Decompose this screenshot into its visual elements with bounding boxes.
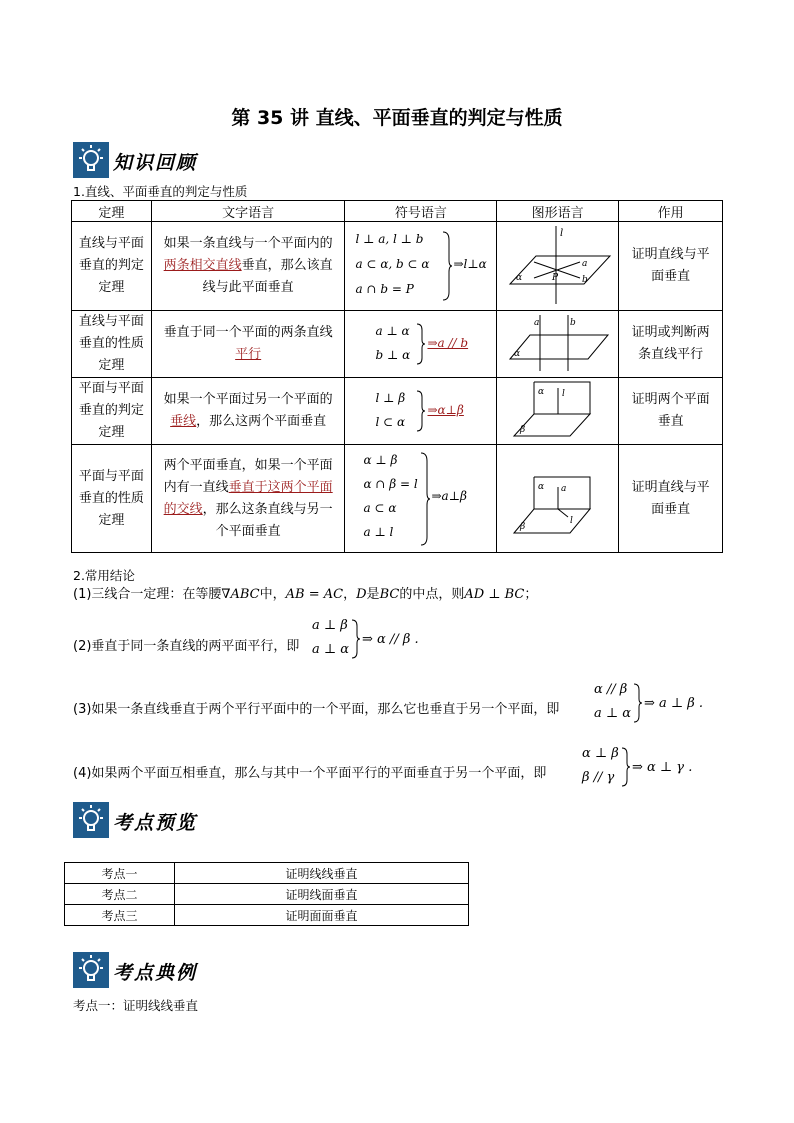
table-row: 考点一 证明线线垂直: [65, 863, 469, 884]
section-label: 考点典例: [113, 962, 198, 984]
section-preview: [73, 802, 273, 840]
conclusion-4-text: (4)如果两个平面互相垂直，那么与其中一个平面平行的平面垂直于另一个平面，即: [73, 766, 547, 781]
svg-text:a: a: [560, 483, 567, 494]
svg-text:α: α: [513, 349, 520, 359]
table-header: 作用: [619, 201, 723, 222]
conclusion-2-text: (2)垂直于同一条直线的两平面平行，即: [73, 639, 300, 654]
theorem-text: 如果一个平面过另一个平面的垂线，那么这两个平面垂直: [163, 392, 333, 429]
theorem-text: 垂直于同一个平面的两条直线平行: [163, 325, 333, 362]
table-row: [72, 378, 723, 445]
theorem-name: 直线与平面垂直的性质定理: [78, 314, 144, 373]
table-header: 符号语言: [345, 201, 497, 222]
theorem-use: 证明直线与平面垂直: [631, 247, 710, 284]
theorem-name: 直线与平面垂直的判定定理: [78, 236, 144, 295]
lightbulb-icon: [73, 802, 109, 838]
conclusion-3-text: (3)如果一条直线垂直于两个平行平面中的一个平面，那么它也垂直于另一个平面，即: [73, 702, 560, 717]
figure-parallel-lines: [498, 311, 618, 373]
brace-icon: [632, 682, 644, 724]
figure-plane-perp-plane: [498, 378, 618, 440]
section-label: 考点预览: [113, 812, 198, 834]
table-row: [72, 222, 723, 311]
theorem-use: 证明直线与平面垂直: [631, 479, 710, 517]
theorem-name: 平面与平面垂直的性质定理: [78, 468, 144, 528]
example-heading: 考点一：证明线线垂直: [73, 998, 199, 1013]
table-row: 考点二 证明线面垂直: [65, 884, 469, 905]
c2-line: a ⊥ α: [312, 642, 350, 657]
svg-text:l: l: [561, 389, 565, 399]
theorem-text: 两个平面垂直，如果一个平面内有一直线垂直于这两个平面的交线，那么这条直线与另一个平面垂直: [163, 457, 333, 539]
c4-line: α ⊥ β: [582, 746, 619, 761]
brace-icon: [620, 746, 632, 788]
symbol-cell: l ⊥ β l ⊂ α ⇒α⊥β: [345, 378, 497, 445]
section-knowledge: [73, 142, 273, 180]
svg-text:α: α: [537, 481, 544, 492]
section-examples: [73, 952, 273, 990]
svg-text:a: a: [533, 318, 540, 328]
theorem-text: 如果一条直线与一个平面内的两条相交直线垂直，那么该直线与此平面垂直: [163, 236, 333, 295]
lightbulb-icon: [73, 952, 109, 988]
conclusion-1: (1)三线合一定理：在等腰∇ABC中，AB = AC，D是BC的中点，则AD ⊥ BC；: [73, 587, 538, 602]
figure-cell: [497, 311, 619, 378]
brace-icon: [350, 618, 362, 660]
preview-table: [64, 862, 469, 926]
table-header-row: [72, 201, 723, 222]
figure-plane-perp-property: [498, 457, 618, 537]
brace-icon: [419, 451, 431, 547]
table-header: 文字语言: [151, 201, 345, 222]
theorem-name: 平面与平面垂直的判定定理: [78, 381, 144, 440]
section-label: 知识回顾: [113, 152, 198, 174]
table-row: [72, 311, 723, 378]
svg-text:α: α: [537, 387, 544, 397]
svg-text:P: P: [551, 273, 558, 283]
theorem-use: 证明或判断两条直线平行: [631, 325, 710, 362]
c3-line: α // β: [594, 682, 628, 697]
svg-text:β: β: [519, 425, 525, 435]
theorem-table: [71, 200, 723, 553]
c4-line: β // γ: [582, 770, 615, 785]
c2-line: a ⊥ β: [312, 618, 348, 633]
c3-line: a ⊥ α: [594, 706, 632, 721]
table-row: [72, 445, 723, 553]
figure-line-perp-plane: [498, 222, 618, 306]
svg-text:b: b: [569, 318, 576, 328]
lightbulb-icon: [73, 142, 109, 178]
brace-icon: [441, 230, 453, 302]
table-header: 定理: [72, 201, 152, 222]
svg-text:b: b: [581, 275, 588, 285]
table-row: 考点三 证明面面垂直: [65, 905, 469, 926]
table-header: 图形语言: [497, 201, 619, 222]
figure-cell: [497, 378, 619, 445]
c2-result: ⇒ α // β .: [362, 632, 419, 647]
part2-heading: 2.常用结论: [73, 568, 135, 583]
figure-cell: [497, 222, 619, 311]
svg-text:l: l: [559, 228, 563, 239]
c3-result: ⇒ a ⊥ β .: [644, 696, 704, 711]
svg-text:a: a: [581, 259, 588, 269]
symbol-cell: l ⊥ a, l ⊥ b a ⊂ α, b ⊂ α a ∩ b = P ⇒l⊥α: [345, 222, 497, 311]
figure-cell: [497, 445, 619, 553]
svg-text:β: β: [519, 521, 525, 532]
theorem-use: 证明两个平面垂直: [631, 392, 710, 429]
part1-heading: 1.直线、平面垂直的判定与性质: [73, 184, 248, 199]
svg-text:l: l: [569, 515, 573, 526]
symbol-cell: α ⊥ β α ∩ β = l a ⊂ α a ⊥ l ⇒a⊥β: [345, 445, 497, 553]
page-title: 第 35 讲 直线、平面垂直的判定与性质: [231, 107, 563, 129]
c4-result: ⇒ α ⊥ γ .: [632, 760, 693, 775]
brace-icon: [415, 322, 427, 366]
svg-text:α: α: [515, 273, 522, 283]
symbol-cell: a ⊥ α b ⊥ α ⇒a // b: [345, 311, 497, 378]
brace-icon: [415, 389, 427, 433]
